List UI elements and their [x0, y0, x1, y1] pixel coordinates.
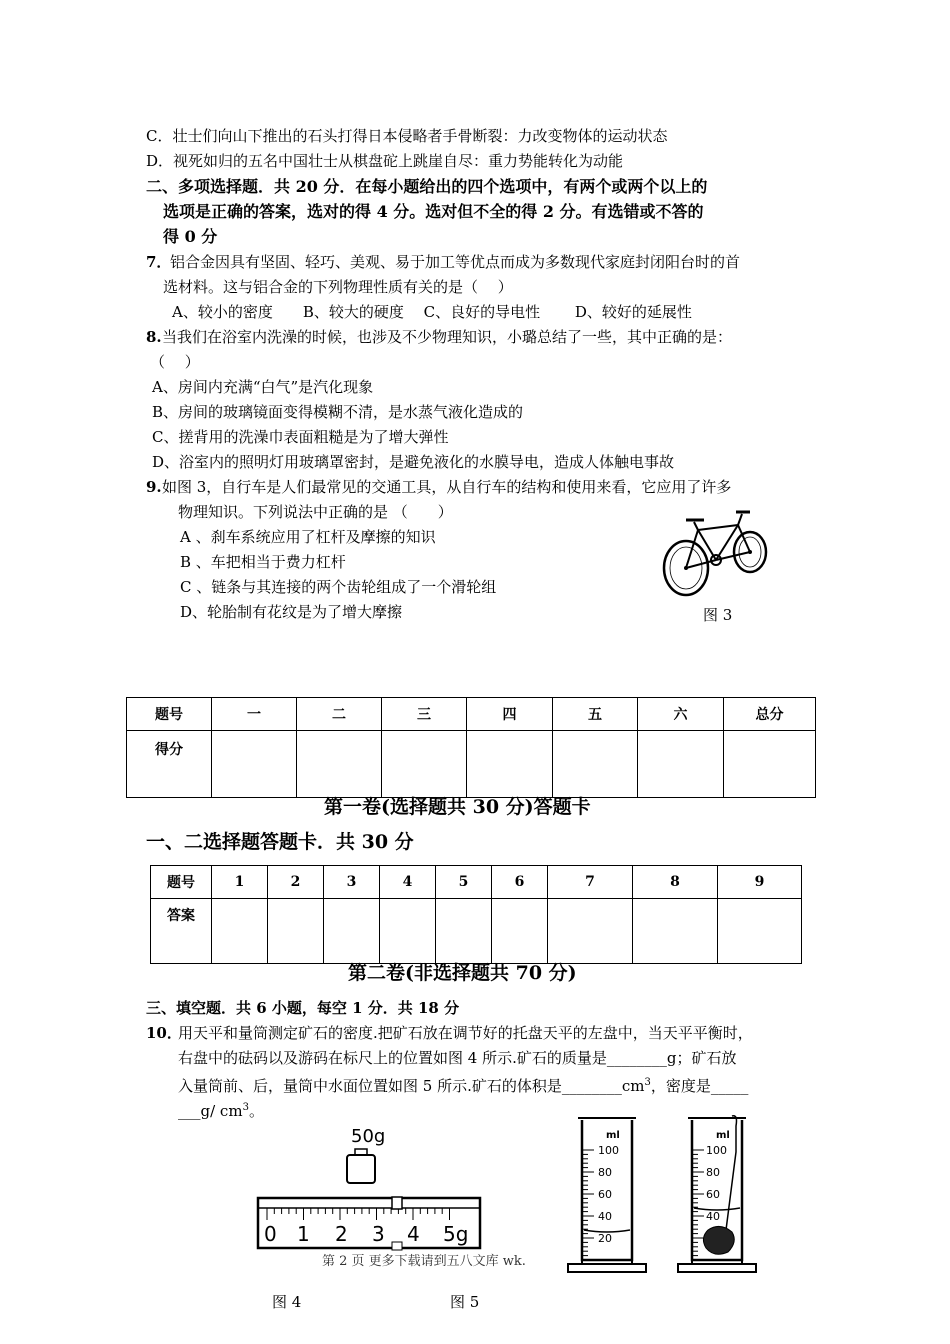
answer-table-header-row [151, 866, 802, 899]
ruler-label-1: 1 [297, 1222, 310, 1246]
rider-foot [392, 1242, 402, 1250]
q10-text-line1: 用天平和量筒测定矿石的密度.把矿石放在调节好的托盘天平的左盘中，当天平平衡时， [178, 1024, 753, 1042]
ruler-label-5: 5g [443, 1222, 469, 1246]
answer-header-cell: 8 [633, 866, 718, 899]
q8-option-b: B、房间的玻璃镜面变得模糊不清，是水蒸气液化造成的 [152, 403, 524, 421]
answer-card-title: 第一卷(选择题共 30 分)答题卡 [324, 796, 591, 818]
section2-heading-line2: 选项是正确的答案，选对的得 4 分。选对但不全的得 2 分。有选错或不答的 [163, 202, 704, 221]
weight-icon [347, 1155, 375, 1183]
ruler-label-0: 0 [264, 1222, 277, 1246]
volume2-title: 第二卷(非选择题共 70 分) [348, 962, 577, 984]
answer-cell[interactable] [268, 899, 324, 964]
score-cell[interactable] [382, 731, 467, 798]
score-header-cell: 总分 [724, 698, 816, 731]
q6-option-d: D．视死如归的五名中国壮士从棋盘砣上跳崖自尽：重力势能转化为动能 [146, 152, 624, 170]
q8-option-a: A、房间内充满“白气”是汽化现象 [152, 378, 374, 396]
answer-cell[interactable] [324, 899, 380, 964]
score-cell[interactable] [467, 731, 553, 798]
ruler-label-2: 2 [335, 1222, 348, 1246]
cylinder1-mark-40: 40 [598, 1210, 612, 1223]
ruler-label-4: 4 [407, 1222, 420, 1246]
answer-header-cell: 2 [268, 866, 324, 899]
answer-header-cell: 5 [436, 866, 492, 899]
q9-text-line2: 物理知识。下列说法中正确的是 （ ） [178, 503, 453, 521]
q10-text-line4 [178, 1098, 264, 1121]
q8-number: 8. [146, 328, 162, 346]
cylinder2-mark-40: 40 [706, 1210, 720, 1223]
score-header-cell: 题号 [127, 698, 212, 731]
q10-text-line2: 右盘中的砝码以及游码在标尺上的位置如图 4 所示.矿石的质量是________g；矿石放 [178, 1049, 737, 1067]
q10-line3-start: 入量筒前、后，量筒中水面位置如图 5 所示.矿石的体积是________cm [178, 1077, 645, 1095]
q9-option-b: B 、车把相当于费力杠杆 [180, 553, 346, 571]
q10-line4-sup: 3 [242, 1102, 249, 1113]
score-header-cell: 三 [382, 698, 467, 731]
score-cell[interactable] [553, 731, 638, 798]
q9-option-a: A 、刹车系统应用了杠杆及摩擦的知识 [180, 528, 436, 546]
q7-number: 7． [146, 253, 172, 271]
q8-option-c: C、搓背用的洗澡巾表面粗糙是为了增大弹性 [152, 428, 449, 446]
figure4-caption: 图 4 [272, 1293, 302, 1311]
answer-cell[interactable] [718, 899, 802, 964]
score-cell[interactable] [724, 731, 816, 798]
q8-answer-paren: （ ） [150, 353, 200, 371]
section3-heading: 三、填空题．共 6 小题，每空 1 分．共 18 分 [146, 999, 460, 1017]
answer-header-cell: 7 [548, 866, 633, 899]
bicycle-figure [658, 500, 778, 600]
answer-header-cell: 3 [324, 866, 380, 899]
answer-cell[interactable] [492, 899, 548, 964]
answer-cell[interactable] [212, 899, 268, 964]
q10-line4-start: ___g/ cm [178, 1102, 243, 1120]
cylinders-figure [560, 1112, 770, 1278]
cylinder-before [568, 1118, 646, 1272]
q9-option-d: D、轮胎制有花纹是为了增大摩擦 [180, 603, 403, 621]
q10-text-line3 [178, 1073, 748, 1096]
q10-number: 10． [146, 1024, 182, 1042]
cylinder1-mark-100: 100 [598, 1144, 619, 1157]
q9-text-line1: 如图 3，自行车是人们最常见的交通工具，从自行车的结构和使用来看，它应用了许多 [162, 478, 732, 496]
cylinder2-mark-80: 80 [706, 1166, 720, 1179]
answer-cell[interactable] [436, 899, 492, 964]
q9-number: 9. [146, 478, 162, 496]
q10-line3-sup: 3 [644, 1077, 651, 1088]
score-cell[interactable] [638, 731, 724, 798]
q8-text: 当我们在浴室内洗澡的时候，也涉及不少物理知识，小璐总结了一些，其中正确的是： [162, 328, 733, 346]
answer-cell[interactable] [633, 899, 718, 964]
score-header-cell: 五 [553, 698, 638, 731]
figure3-caption: 图 3 [703, 606, 733, 624]
answer-table-row [151, 899, 802, 964]
answer-row-label: 答案 [151, 899, 212, 964]
score-table-row [127, 731, 816, 798]
q9-option-c: C 、链条与其连接的两个齿轮组成了一个滑轮组 [180, 578, 497, 596]
cylinder2-unit: ml [716, 1130, 730, 1141]
answer-cell[interactable] [548, 899, 633, 964]
q7-options: A、较小的密度 B、较大的硬度 C、良好的导电性 D、较好的延展性 [172, 303, 692, 321]
page-footer: 第 2 页 更多下载请到五八文库 wk. [322, 1254, 526, 1269]
cylinder1-mark-60: 60 [598, 1188, 612, 1201]
score-cell[interactable] [297, 731, 382, 798]
answer-table [150, 865, 802, 964]
cylinder-after [678, 1116, 756, 1272]
cylinder1-mark-20: 20 [598, 1232, 612, 1245]
score-header-cell: 一 [212, 698, 297, 731]
section2-heading-line1: 二、多项选择题．共 20 分．在每小题给出的四个选项中，有两个或两个以上的 [146, 177, 708, 196]
weight-label: 50g [351, 1126, 386, 1147]
q6-option-c: C．壮士们向山下推出的石头打得日本侵略者手骨断裂：力改变物体的运动状态 [146, 127, 668, 145]
q7-text-line1: 铝合金因具有坚固、轻巧、美观、易于加工等优点而成为多数现代家庭封闭阳台时的首 [170, 253, 741, 271]
answer-card-subtitle: 一、二选择题答题卡．共 30 分 [146, 831, 414, 853]
answer-cell[interactable] [380, 899, 436, 964]
score-cell[interactable] [212, 731, 297, 798]
cylinder2-mark-60: 60 [706, 1188, 720, 1201]
section2-heading-line3: 得 0 分 [163, 227, 218, 246]
q10-line3-end: ，密度是_____ [650, 1077, 749, 1095]
q7-text-line2: 选材料。这与铝合金的下列物理性质有关的是（ ） [163, 278, 513, 296]
balance-ruler-figure [255, 1122, 485, 1257]
rider-icon[interactable] [392, 1197, 402, 1209]
score-header-cell: 四 [467, 698, 553, 731]
answer-header-cell: 6 [492, 866, 548, 899]
score-header-cell: 六 [638, 698, 724, 731]
figure5-caption: 图 5 [450, 1293, 480, 1311]
score-table-header-row [127, 698, 816, 731]
q10-line4-end: 。 [248, 1102, 264, 1120]
score-table [126, 697, 816, 798]
answer-header-cell: 1 [212, 866, 268, 899]
answer-header-cell: 9 [718, 866, 802, 899]
score-header-cell: 二 [297, 698, 382, 731]
cylinder2-mark-100: 100 [706, 1144, 727, 1157]
cylinder1-mark-80: 80 [598, 1166, 612, 1179]
answer-header-cell: 4 [380, 866, 436, 899]
score-row-label: 得分 [127, 731, 212, 798]
q8-option-d: D、浴室内的照明灯用玻璃罩密封，是避免液化的水膜导电，造成人体触电事故 [152, 453, 675, 471]
cylinder1-unit: ml [606, 1130, 620, 1141]
ruler-label-3: 3 [372, 1222, 385, 1246]
answer-header-cell: 题号 [151, 866, 212, 899]
